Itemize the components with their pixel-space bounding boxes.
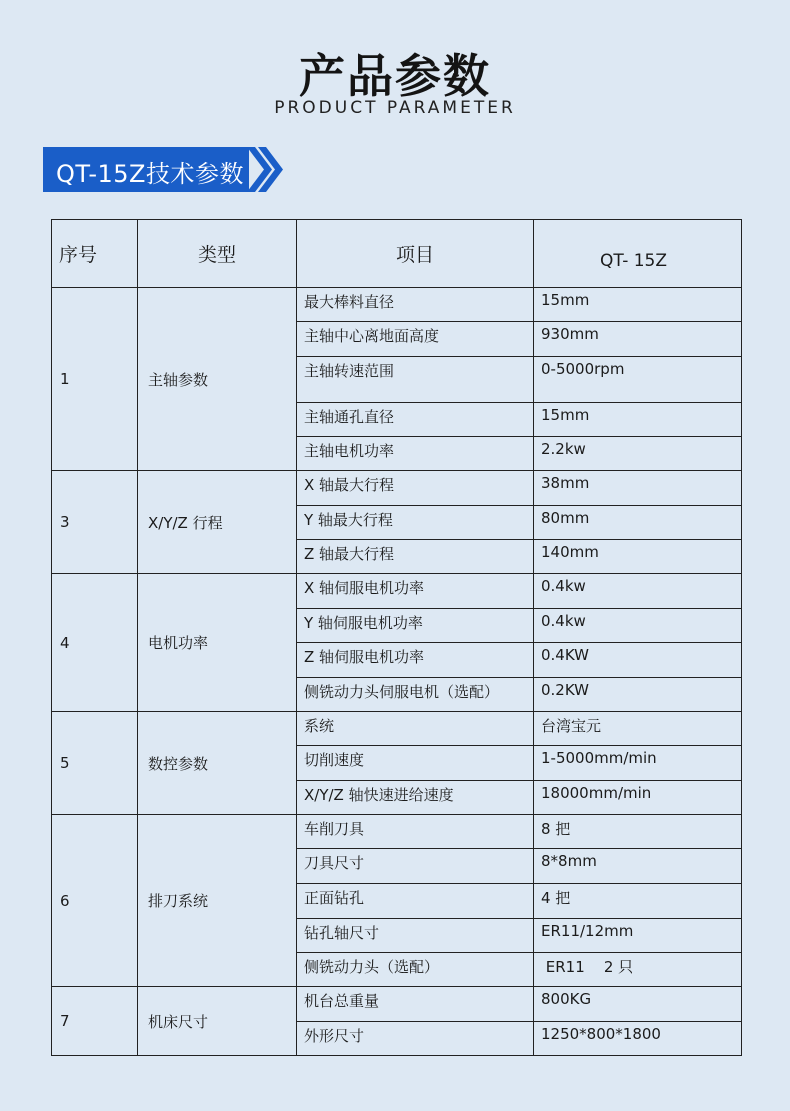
table-row bbox=[52, 471, 742, 506]
param-value: 1250*800*1800 bbox=[534, 1022, 742, 1056]
table-row bbox=[52, 815, 742, 849]
param-value: 38mm bbox=[534, 471, 742, 506]
param-item: 钻孔轴尺寸 bbox=[297, 919, 534, 953]
param-value: 0.4kw bbox=[534, 574, 742, 609]
param-item: 系统 bbox=[297, 712, 534, 746]
section-banner bbox=[43, 147, 283, 192]
group-number: 6 bbox=[52, 815, 138, 987]
param-item: 主轴中心离地面高度 bbox=[297, 322, 534, 357]
group-type: 数控参数 bbox=[138, 712, 297, 815]
param-value: 0.2KW bbox=[534, 678, 742, 712]
section-label: QT-15Z技术参数 bbox=[56, 160, 244, 188]
param-value: 8 把 bbox=[534, 815, 742, 849]
param-item: X 轴伺服电机功率 bbox=[297, 574, 534, 609]
param-item: 主轴转速范围 bbox=[297, 357, 534, 403]
param-item: 最大棒料直径 bbox=[297, 288, 534, 322]
group-number: 7 bbox=[52, 987, 138, 1056]
column-header-item: 项目 bbox=[297, 220, 534, 288]
spec-table bbox=[51, 219, 742, 1056]
param-value: 8*8mm bbox=[534, 849, 742, 884]
param-value: 800KG bbox=[534, 987, 742, 1022]
group-type: 排刀系统 bbox=[138, 815, 297, 987]
param-item: 刀具尺寸 bbox=[297, 849, 534, 884]
param-value: 15mm bbox=[534, 403, 742, 437]
param-value: 0.4KW bbox=[534, 643, 742, 678]
group-type: 主轴参数 bbox=[138, 288, 297, 471]
param-item: 机台总重量 bbox=[297, 987, 534, 1022]
param-value: 930mm bbox=[534, 322, 742, 357]
param-item: 切削速度 bbox=[297, 746, 534, 781]
param-item: X/Y/Z 轴快速进给速度 bbox=[297, 781, 534, 815]
table-row bbox=[52, 574, 742, 609]
column-header-no: 序号 bbox=[52, 220, 138, 288]
param-value: 80mm bbox=[534, 506, 742, 540]
param-value: 0.4kw bbox=[534, 609, 742, 643]
param-item: X 轴最大行程 bbox=[297, 471, 534, 506]
param-item: 侧铣动力头伺服电机（选配） bbox=[297, 678, 534, 712]
group-number: 1 bbox=[52, 288, 138, 471]
param-item: 主轴通孔直径 bbox=[297, 403, 534, 437]
column-header-type: 类型 bbox=[138, 220, 297, 288]
param-item: Y 轴伺服电机功率 bbox=[297, 609, 534, 643]
group-type: 机床尺寸 bbox=[138, 987, 297, 1056]
table-row bbox=[52, 987, 742, 1022]
param-item: 侧铣动力头（选配） bbox=[297, 953, 534, 987]
page-title: 产品参数 bbox=[299, 49, 491, 103]
page-subtitle: PRODUCT PARAMETER bbox=[274, 98, 516, 118]
param-value: ER11 2 只 bbox=[534, 953, 742, 987]
param-item: 外形尺寸 bbox=[297, 1022, 534, 1056]
param-item: Z 轴伺服电机功率 bbox=[297, 643, 534, 678]
group-type: X/Y/Z 行程 bbox=[138, 471, 297, 574]
param-value: 2.2kw bbox=[534, 437, 742, 471]
group-number: 5 bbox=[52, 712, 138, 815]
param-value: 1-5000mm/min bbox=[534, 746, 742, 781]
param-value: ER11/12mm bbox=[534, 919, 742, 953]
param-value: 18000mm/min bbox=[534, 781, 742, 815]
param-item: Y 轴最大行程 bbox=[297, 506, 534, 540]
column-header-model: QT- 15Z bbox=[534, 220, 742, 288]
table-header-row bbox=[52, 220, 742, 288]
group-number: 4 bbox=[52, 574, 138, 712]
param-item: Z 轴最大行程 bbox=[297, 540, 534, 574]
param-item: 车削刀具 bbox=[297, 815, 534, 849]
param-value: 140mm bbox=[534, 540, 742, 574]
param-item: 正面钻孔 bbox=[297, 884, 534, 919]
param-value: 台湾宝元 bbox=[534, 712, 742, 746]
param-value: 15mm bbox=[534, 288, 742, 322]
table-row bbox=[52, 712, 742, 746]
group-number: 3 bbox=[52, 471, 138, 574]
table-row bbox=[52, 288, 742, 322]
param-value: 0-5000rpm bbox=[534, 357, 742, 403]
param-item: 主轴电机功率 bbox=[297, 437, 534, 471]
group-type: 电机功率 bbox=[138, 574, 297, 712]
param-value: 4 把 bbox=[534, 884, 742, 919]
